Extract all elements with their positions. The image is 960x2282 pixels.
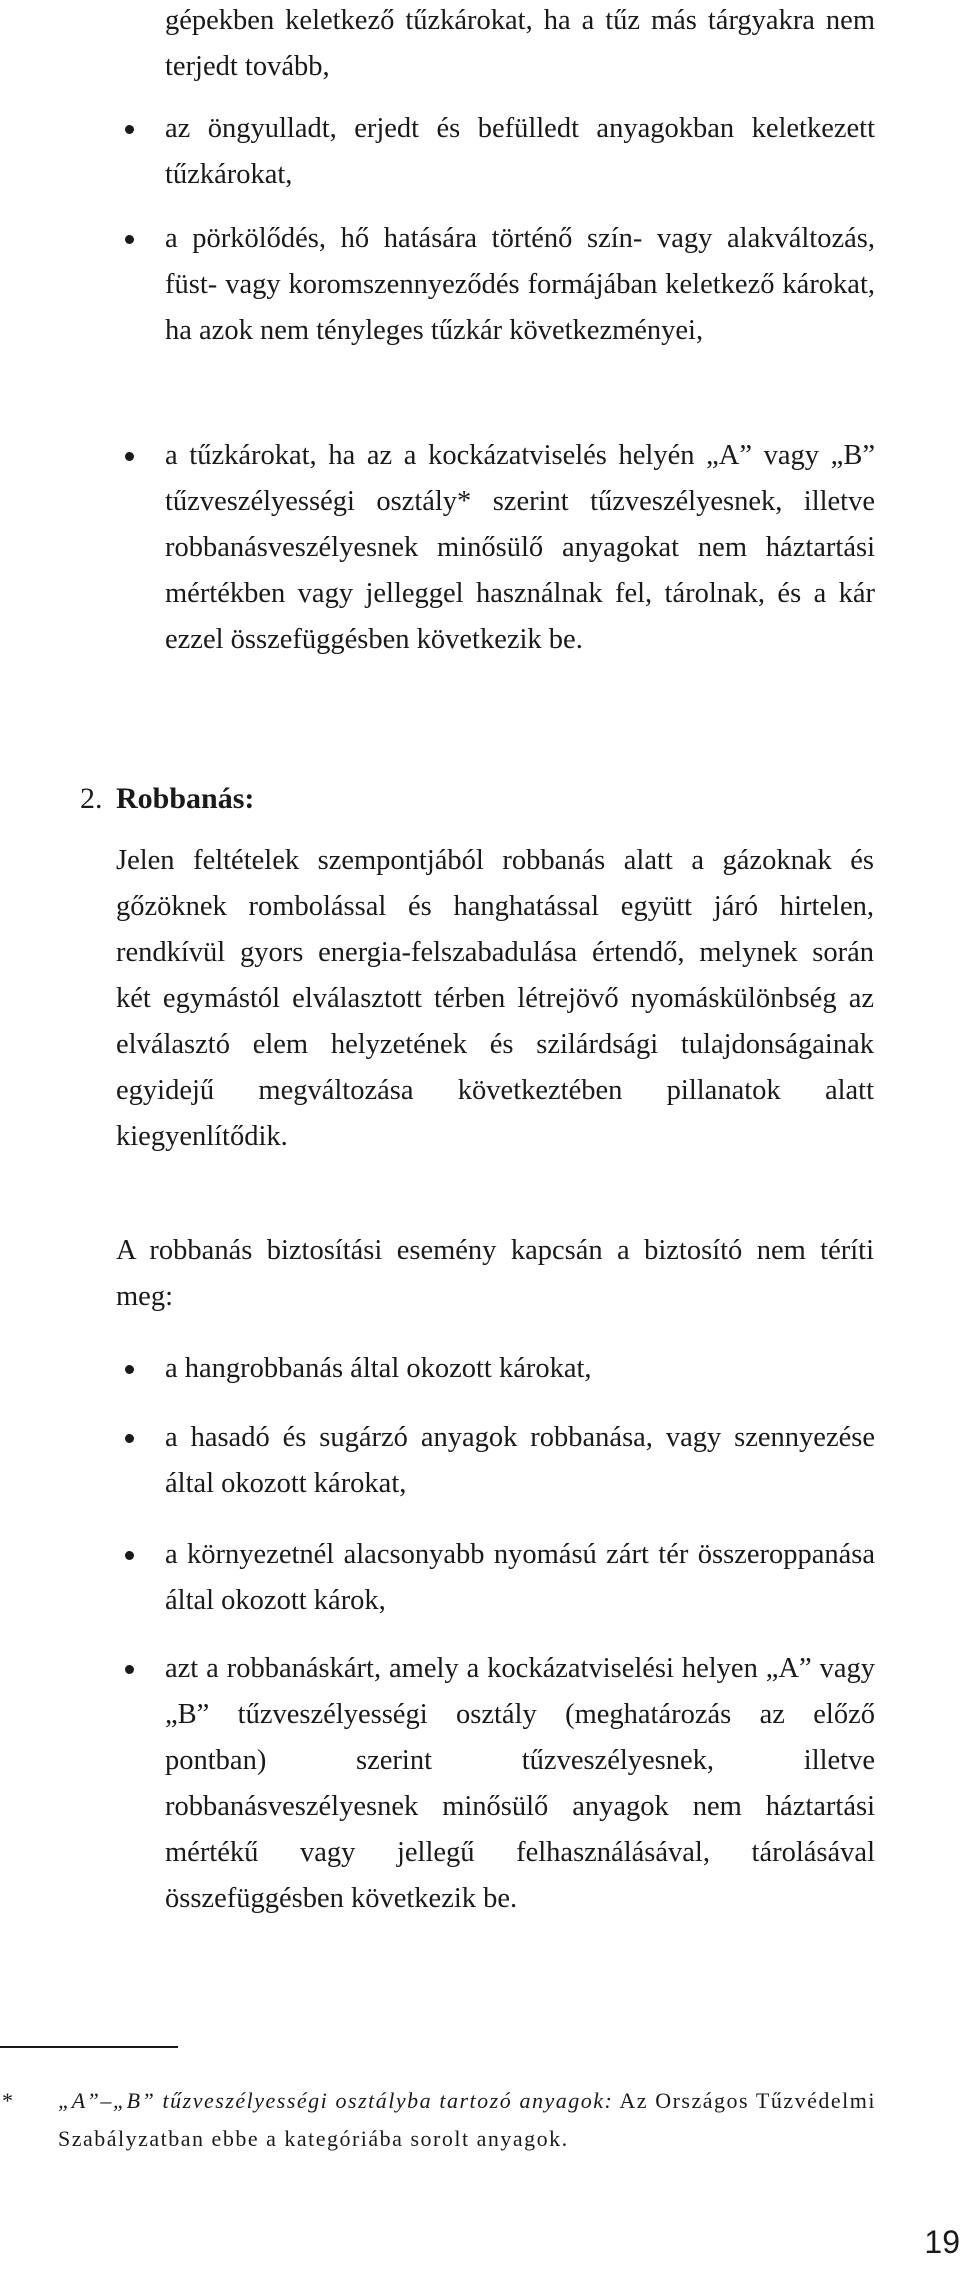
page-number: 19 xyxy=(924,2224,960,2260)
bullet-icon xyxy=(125,235,134,244)
section-title: Robbanás: xyxy=(116,782,255,815)
exclusions-intro: A robbanás biztosítási esemény kapcsán a biztosító nem téríti meg: xyxy=(116,1235,874,1312)
list-item: azt a robbanáskárt, amely a kockázatviselési helyen „A” vagy „B” tűzveszélyességi osztály (meghatározás az előző pontban) szerint tűzveszélyesnek, illetve robbanásveszélyesnek minősülő anyagok nem háztartási mértékű vagy jellegű felhasználásával, tárolásával összefüggésben következik be. xyxy=(165,1653,875,1914)
bullet-icon xyxy=(125,125,134,134)
list-item: az öngyulladt, erjedt és befülledt anyagokban keletkezett tűzkárokat, xyxy=(165,113,875,190)
bullet-icon xyxy=(125,1365,134,1374)
section-number: 2. xyxy=(80,782,103,815)
bullet-icon xyxy=(125,1434,134,1443)
bullet-icon xyxy=(125,452,134,461)
footnote-label: „A”–„B” tűzveszélyességi osztályba tartozó anyagok: xyxy=(58,2088,614,2113)
list-item: gépekben keletkező tűzkárokat, ha a tűz más tárgyakra nem terjedt tovább, xyxy=(165,5,875,82)
list-item: a hasadó és sugárzó anyagok robbanása, vagy szennyezése által okozott károkat, xyxy=(165,1422,875,1499)
list-item: a pörkölődés, hő hatására történő szín- vagy alakváltozás, füst- vagy koromszennyeződés formájában keletkező károkat, ha azok nem tényleges tűzkár következményei, xyxy=(165,223,875,346)
footnote-marker: * xyxy=(2,2088,13,2113)
bullet-icon xyxy=(125,1665,134,1674)
footnote xyxy=(58,2082,876,2158)
bullet-icon xyxy=(125,1551,134,1560)
list-item: a környezetnél alacsonyabb nyomású zárt tér összeroppanása által okozott károk, xyxy=(165,1539,875,1616)
footnote-rule xyxy=(0,2046,178,2048)
definition-paragraph: Jelen feltételek szempontjából robbanás alatt a gázoknak és gőzöknek rombolással és hanghatással együtt járó hirtelen, rendkívül gyors energia-felszabadulása értendő, melynek során két egymástól elválasztott térben létrejövő nyomáskülönbség az elválasztó elem helyzetének és szilárdsági tulajdonságainak egyidejű megváltozása következtében pillanatok alatt kiegyenlítődik. xyxy=(116,845,874,1152)
list-item: a hangrobbanás által okozott károkat, xyxy=(165,1353,592,1384)
footnote-text: Az Országos Tűzvédelmi Szabályzatban ebbe a kategóriába sorolt anyagok. xyxy=(58,2088,876,2151)
list-item: a tűzkárokat, ha az a kockázatviselés helyén „A” vagy „B” tűzveszélyességi osztály* szerint tűzveszélyesnek, illetve robbanásveszélyesnek minősülő anyagokat nem háztartási mértékben vagy jelleggel használnak fel, tárolnak, és a kár ezzel összefüggésben következik be. xyxy=(165,440,875,655)
